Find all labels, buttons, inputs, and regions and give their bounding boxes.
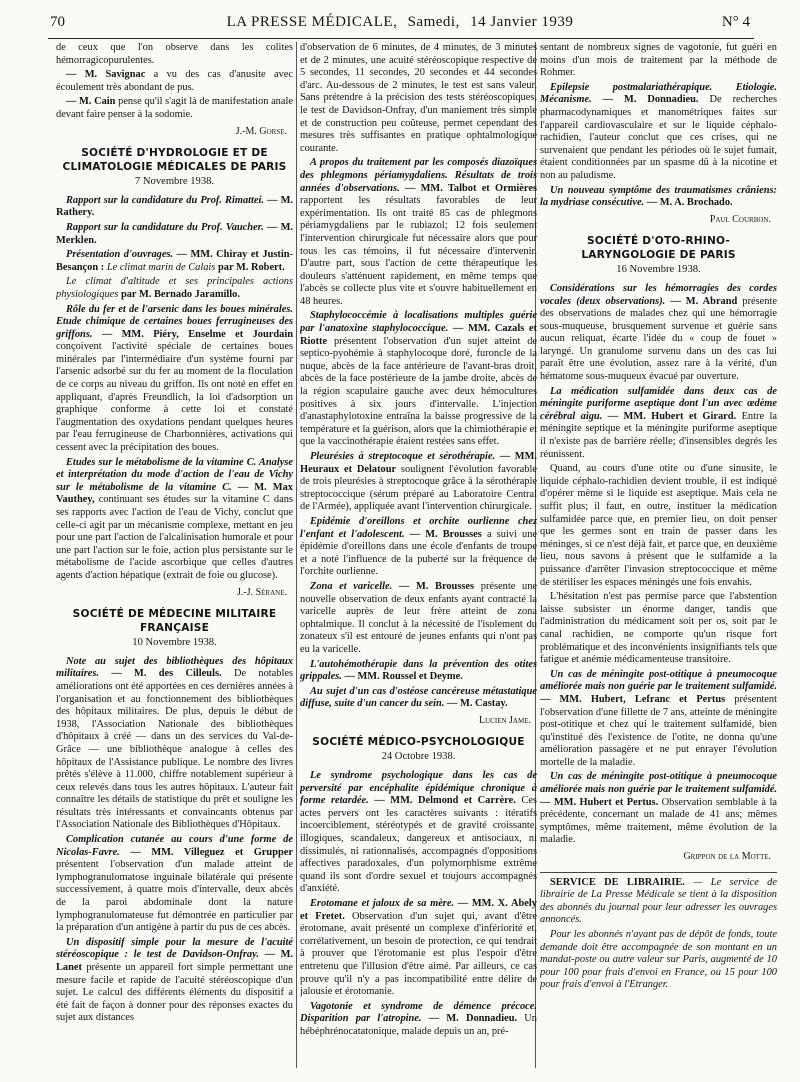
paragraph: Vagotonie et syndrome de démence précoce. Disparition par l'atropine. — M. Donnadieu. Un hébéphrénocatatonique, malade depuis un an, pré- [300, 1000, 537, 1037]
paragraph: Etudes sur le métabolisme de la vitamine C. Analyse et interprétation du mode d'action de l'eau de Vichy sur le métabolisme de la vitamine C. — M. Max Vauthey, continuant ses études sur la vitamine C dans ses rapports avec l'action de l'eau de Vichy, conclut que celle-ci agit par un mécanisme complexe, mettant en jeu pour une part l'action de l'alcalinisation humorale et pour une part l'action sur le foie, action plus persistante sur le métabolisme de l'acide ascorbique que celles d'autres agents d'action hépatique (extrait de foie ou glucose). [56, 456, 293, 581]
paragraph: Au sujet d'un cas d'ostéose cancéreuse métastatique diffuse, suite d'un cancer du sein. — M. Castay. [300, 685, 537, 710]
paragraph: — M. Cain pense qu'il s'agit là de manifestation anale devant faire penser à la sodomie. [56, 96, 293, 120]
paragraph: Pleurésies à streptocoque et sérothérapie. — MM. Heuraux et Delatour soulignent l'évolution favorable de trois pleurésies à streptocoque grâce à la sérothérapie streptococcique (sérum préparé au Laboratoire Central de l'Armée), appliquée avant l'intervention chirurgicale. [300, 451, 537, 513]
signature: Grippon de la Motte. [683, 851, 771, 863]
paragraph: La médication sulfamidée dans deux cas de méningite puriforme aseptique dont l'un avec œdème cérébral aigu. — MM. Hubert et Girard. Entre la méningite septique et la méningite puriforme aseptique il n'existe pas de barrière réelle; d'insensibles degrés les réunissent. [540, 385, 777, 460]
journal-title: LA PRESSE MÉDICALE, Samedi, 14 Janvier 1939 [226, 14, 574, 30]
paragraph: Zona et varicelle. — M. Brousses présente une nouvelle observation de deux enfants ayant contracté la varicelle auprès de leur frère atteint de zona ophtalmique. Il conclut à la nécessité de l'isolement du zonateux s'il est entouré de jeunes enfants qui n'ont pas eu la varicelle. [300, 580, 537, 655]
paragraph: L'autohémothérapie dans la prévention des otites grippales. — MM. Roussel et Deyme. [300, 658, 537, 683]
paragraph: d'observation de 6 minutes, de 4 minutes, de 3 minutes et de 2 minutes, une acuité stéréoscopique respective de 5 secondes, 11 secondes, 20 secondes et 44 secondes d'arc. Au-dessous de 2 minutes, le test est sans valeur. Sans prétendre à la précision des tests stéréoscopiques, le test de Davidson-Onfray, d'un maniement très simple et de construction peu coûteuse, permet cependant des mesures très suffisantes en pratique ophtalmologique courante. [300, 42, 537, 154]
paragraph: A propos du traitement par les composés diazoïques des phlegmons périamygdaliens. Résultats de trois années d'observations. — MM. Talbot et Ormières rapportent les résultats favorables de leur expérimentation. Ils ont traité 85 cas de phlegmons périamygdaliens par le rubiazol; 12 fois seulement l'intervention chirurgicale fut nécessaire alors que pour tous les cas témoins, il fut nécessaire d'intervenir. D'autre part, sous l'action de cette thérapeutique les douleurs s'atténuent rapidement, en même temps que l'abcès se collecte plus vite et s'ouvre habituellement en 48 heures. [300, 157, 537, 307]
issue-number: N° 4 [721, 14, 750, 30]
signature: J.-M. Gorse. [235, 125, 287, 137]
signature: Paul Courbon. [709, 213, 771, 225]
paragraph: Présentation d'ouvrages. — MM. Chiray et Justin-Besançon : Le climat marin de Calais par M. Robert. [56, 249, 293, 273]
paragraph: Erotomane et jaloux de sa mère. — MM. X. Abely et Fretet. Observation d'un sujet qui, avant d'être érotomane, avait présenté un complexe d'infériorité et, corrélativement, un besoin de protection, ce qui tendrait à prouver que l'érotomanie est plus l'espoir d'être entretenu que l'illusion d'être aimé. Par ailleurs, ce cas prouve qu'il n'y a pas incompatibilité entre délire de jalousie et érotomanie. [300, 898, 537, 998]
page-header [50, 8, 750, 36]
session-date: 10 Novembre 1938. [132, 637, 217, 649]
paragraph: de ceux que l'on observe dans les colites hémorragicopurulentes. [56, 42, 293, 66]
session-date: 24 Octobre 1938. [381, 751, 456, 763]
paragraph: Rôle du fer et de l'arsenic dans les boues minérales. Etude chimique de certaines boues ferrugineuses des griffons. — MM. Piéry, Enselme et Jourdain conçoivent l'activité spéciale de certaines boues minérales par l'intermédiaire d'un système fourni par l'arsenic adsorbé sur du fer au moment de la floculation de ce corps au niveau du griffon. Ils ont noté en effet en appliquant, d'après Freundlich, la loi d'adsorption un graphique conforme à cette loi et constaté l'augmentation des oxydations pendant quelques heures par l'eau ferrugineuse de Charbonnières, activations qui cessent avec la précipitation des boues. [56, 303, 293, 454]
section-rule [540, 872, 777, 873]
paragraph: Un cas de méningite post-otitique à pneumocoque améliorée mais non guérie par le traitement sulfamidé. — MM. Hubert et Pertus. Observation semblable à la précédente, concernant un malade de 41 ans; mêmes symptômes, même traitement, même évolution de la maladie. [540, 771, 777, 846]
paragraph: sentant de nombreux signes de vagotonie, fut guéri en moins d'un mois de traitement par la méthode de Rohmer. [540, 42, 777, 79]
paragraph: Epilepsie postmalariathérapique. Etiologie. Mécanisme. — M. Donnadieu. De recherches pharmacodynamiques et manométriques faites sur l'appareil cardiovasculaire et sur le liquide céphalo-rachidien, l'auteur conclut que ces crises, qui ne survenaient que pendant les périodes où le sujet fumait, étaient conditionnées par un spasme dû à la nicotine et non au paludisme. [540, 81, 777, 181]
page-number: 70 [50, 14, 65, 30]
paragraph: Un dispositif simple pour la mesure de l'acuité stéréoscopique : le test de Davidson-Onfray. — M. Lanet présente un appareil fort simple permettant une mesure facile et rapide de l'acuité stéréoscopique d'un sujet. Le calcul des différents éléments du dispositif a été fait de façon à donner pour des réponses exactes du sujet aux distances [56, 936, 293, 1024]
signature: J.-J. Sérane. [236, 586, 287, 598]
column-divider [296, 42, 297, 1068]
section-heading: SOCIÉTÉ DE MÉDECINE MILITAIRE FRANÇAISE [72, 608, 277, 635]
section-heading: SOCIÉTÉ D'OTO-RHINO-LARYNGOLOGIE DE PARIS [581, 235, 736, 262]
session-date: 7 Novembre 1938. [134, 176, 215, 188]
paragraph: Note au sujet des bibliothèques des hôpitaux militaires. — M. des Cilleuls. De notables améliorations ont été apportées en ces dernières années à l'organisation et au fonctionnement des bibliothèques des hôpitaux militaires. De plus, depuis le début de 1938, l'Association Nationale des bibliothèques d'hôpitaux à créé — dans un des services du Val-de-Grâce — une bibliothèque analogue à celles des hôpitaux de l'Assistance publique. Le nombre des livres prêtés s'élève à 11.000, chiffre notablement supérieur à ceux relevés dans tous les autres hôpitaux. L'auteur fait connaître les détails de statistique du prêt et souligne les résultats très intéressants et convaincants obtenus par l'Association Nationale des Bibliothèques d'Hôpitaux. [56, 655, 293, 831]
paragraph: Epidémie d'oreillons et orchite ourlienne chez l'enfant et l'adolescent. — M. Brousses a suivi une épidémie d'oreillons dans une école d'enfants de troupe et a noté l'influence de la puberté sur la fréquence de l'orchite ourlienne. [300, 515, 537, 578]
header-rule [48, 38, 754, 39]
paragraph: Pour les abonnés n'ayant pas de dépôt de fonds, toute demande doit être accompagnée de son montant en un mandat-poste ou autre valeur sur Paris, augmenté de 10 pour 100 pour frais d'envoi en France, ou 15 pour 100 pour frais d'envoi à l'Etranger. [540, 929, 777, 991]
paragraph: L'hésitation n'est pas permise parce que l'abstention laisse subsister un énorme danger, tandis que l'administration du médicament soit per os, soit par le canal rachidien, ne comporte qu'un risque fort problématique et des inconvénients insignifiants tels que fatigue et anémie médicamenteuse transitoire. [540, 591, 777, 666]
paragraph: Le syndrome psychologique dans les cas de perversité par encéphalite épidémique chronique à forme retardée. — MM. Delmond et Carrère. Ces actes pervers ont les caractères suivants : itératifs incoerciblement, stéréotypés et de gravité croissante, illogiques, scandaleux, dangereux et antisociaux, ni dissimulés, ni rationnalisés, accompagnés d'oppositions affectives paradoxales, d'un polymorphisme extrême quand ils sont d'ordre sexuel et toujours accompagnés d'anxiété. [300, 770, 537, 895]
paragraph: Staphylococcémie à localisations multiples guérie par l'anatoxine staphylococcique. — MM. Cazals et Riotte présentent l'observation d'un sujet atteint de septico-pyohémie à staphylocoque doré, furoncle de la nuque, abcès de la face antérieure de l'avant-bras droit, abcès de la face postérieure de la jambe droite, abcès de la région scapulaire gauche avec deux hémocultures positives à six jours d'intervalle. L'injection d'anastaphylotoxine entraîna la baisse progressive de la température et la guérison, alors que la chimiothérapie et que la vaccinothérapie étaient restées sans effet. [300, 310, 537, 448]
paragraph: — M. Savignac a vu des cas d'anusite avec écoulement très abondant de pus. [56, 69, 293, 93]
paragraph: Rapport sur la candidature du Prof. Rimattei. — M. Rathery. [56, 194, 293, 219]
paragraph: Un cas de méningite post-otitique à pneumocoque améliorée mais non guérie par le traitement sulfamidé. — MM. Hubert, Lefranc et Pertus présentent l'observation d'une fillette de 7 ans, atteinte de méningite post-otitique et chez qui le traitement sulfamidé, bien qu'institué dès l'existence de l'otite, ne donna qu'une amélioration passagère et ne put enrayer l'évolution mortelle de la maladie. [540, 668, 777, 768]
librairie-notice [540, 877, 777, 992]
signature: Lucien Jame. [479, 714, 531, 726]
paragraph: Complication cutanée au cours d'une forme de Nicolas-Favre. — MM. Villeguez et Grupper présentent l'observation d'un malade atteint de lymphogranulomatose inguinale bilatérale qui présente successivement, à quatre mois d'intervalle, deux abcès de la paroi abdominale dont la nature lymphogranulomateuse fut démontrée en particulier par la préparation d'un antigène à partir du pus de ces abcès. [56, 834, 293, 934]
paragraph: Rapport sur la candidature du Prof. Vaucher. — M. Merklen. [56, 221, 293, 246]
column-3 [540, 42, 777, 1070]
paragraph: SERVICE DE LIBRAIRIE. — Le service de librairie de La Presse Médicale se tient à la disposition des abonnés du journal pour leur adresser les ouvrages annoncés. [540, 876, 777, 926]
paragraph: Quand, au cours d'une otite ou d'une sinusite, le liquide céphalo-rachidien devient trouble, il est indiqué d'opérer même si le liquide est aseptique. Mais cela ne suffit plus; il faut, en outre, instituer la médication sulfamidée parce que, en premier lieu, on doit penser que les germes sont en train de passer dans les méninges, si ce n'est déjà fait, et parce que, en deuxième lieu, nous savons à présent que le sulfamide a la puissance d'arrêter l'invasion streptococcique et même de stériliser les espaces méningés une fois envahis. [540, 463, 777, 588]
session-date: 16 Novembre 1938. [616, 264, 701, 276]
paragraph: Considérations sur les hémorragies des cordes vocales (deux observations). — M. Abrand présente des observations de malades chez qui une hémorragie sous-muqueuse, brusquement survenue et guérie sans aucun reliquat, écarte l'idée du « coup de fouet » laryngé. Un granulome survenu dans un des cas lui paraît être une évolution, assez rare à la vérité, d'un hématome sous-muqueux évacué par ouverture. [540, 282, 777, 383]
column-1 [56, 42, 293, 1070]
column-2 [300, 42, 537, 1070]
paragraph: Le climat d'altitude et ses principales actions physiologiques par M. Bernado Jaramillo. [56, 276, 293, 300]
paragraph: Un nouveau symptôme des traumatismes crâniens: la mydriase consécutive. — M. A. Brochado. [540, 184, 777, 209]
section-heading: SOCIÉTÉ D'HYDROLOGIE ET DE CLIMATOLOGIE MÉDICALES DE PARIS [62, 147, 287, 174]
section-heading: SOCIÉTÉ MÉDICO-PSYCHOLOGIQUE [312, 736, 525, 749]
